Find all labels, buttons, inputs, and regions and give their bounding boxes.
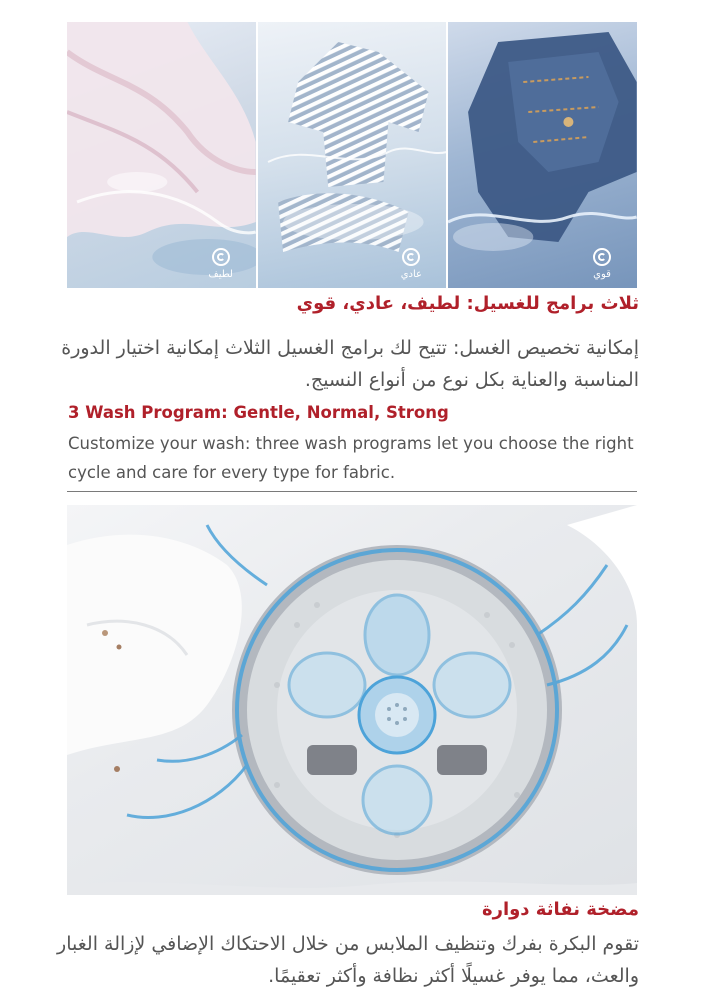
rotary-jet-pump-photo [67,505,637,895]
english-programs-description: Customize your wash: three wash programs let you choose the right cycle and care for every type for fabric. [68,434,634,482]
arabic-programs-heading: ثلاث برامج للغسيل: لطيف، عادي، قوي [296,293,639,314]
normal-badge [394,248,428,280]
normal-program-photo [258,22,447,288]
gentle-badge [204,248,238,280]
arabic-programs-description: إمكانية تخصيص الغسل: تتيح لك برامج الغسيل الثلاث إمكانية اختيار الدورة المناسبة والعناية بكل نوع من أنواع النسيج. [61,337,639,391]
arabic-pump-description: تقوم البكرة بفرك وتنظيف الملابس من خلال الاحتكاك الإضافي لإزالة الغبار والعث، مما يوفر غسيلًا أكثر نظافة وأكثر تعقيمًا. [57,933,639,987]
strong-program-photo [448,22,637,288]
strong-label: قوي [593,269,611,280]
wash-program-icon [593,248,611,266]
gentle-program-photo [67,22,256,288]
section-divider [67,491,637,492]
pulsator-image [67,505,637,895]
normal-label: عادي [400,269,422,280]
wash-program-icon [212,248,230,266]
english-programs-heading: 3 Wash Program: Gentle, Normal, Strong [68,403,449,422]
arabic-pump-heading: مضخة نفاثة دوارة [481,899,639,920]
strong-badge [585,248,619,280]
gentle-label: لطيف [208,269,233,280]
wash-programs-strip [67,22,637,288]
wash-program-icon [402,248,420,266]
